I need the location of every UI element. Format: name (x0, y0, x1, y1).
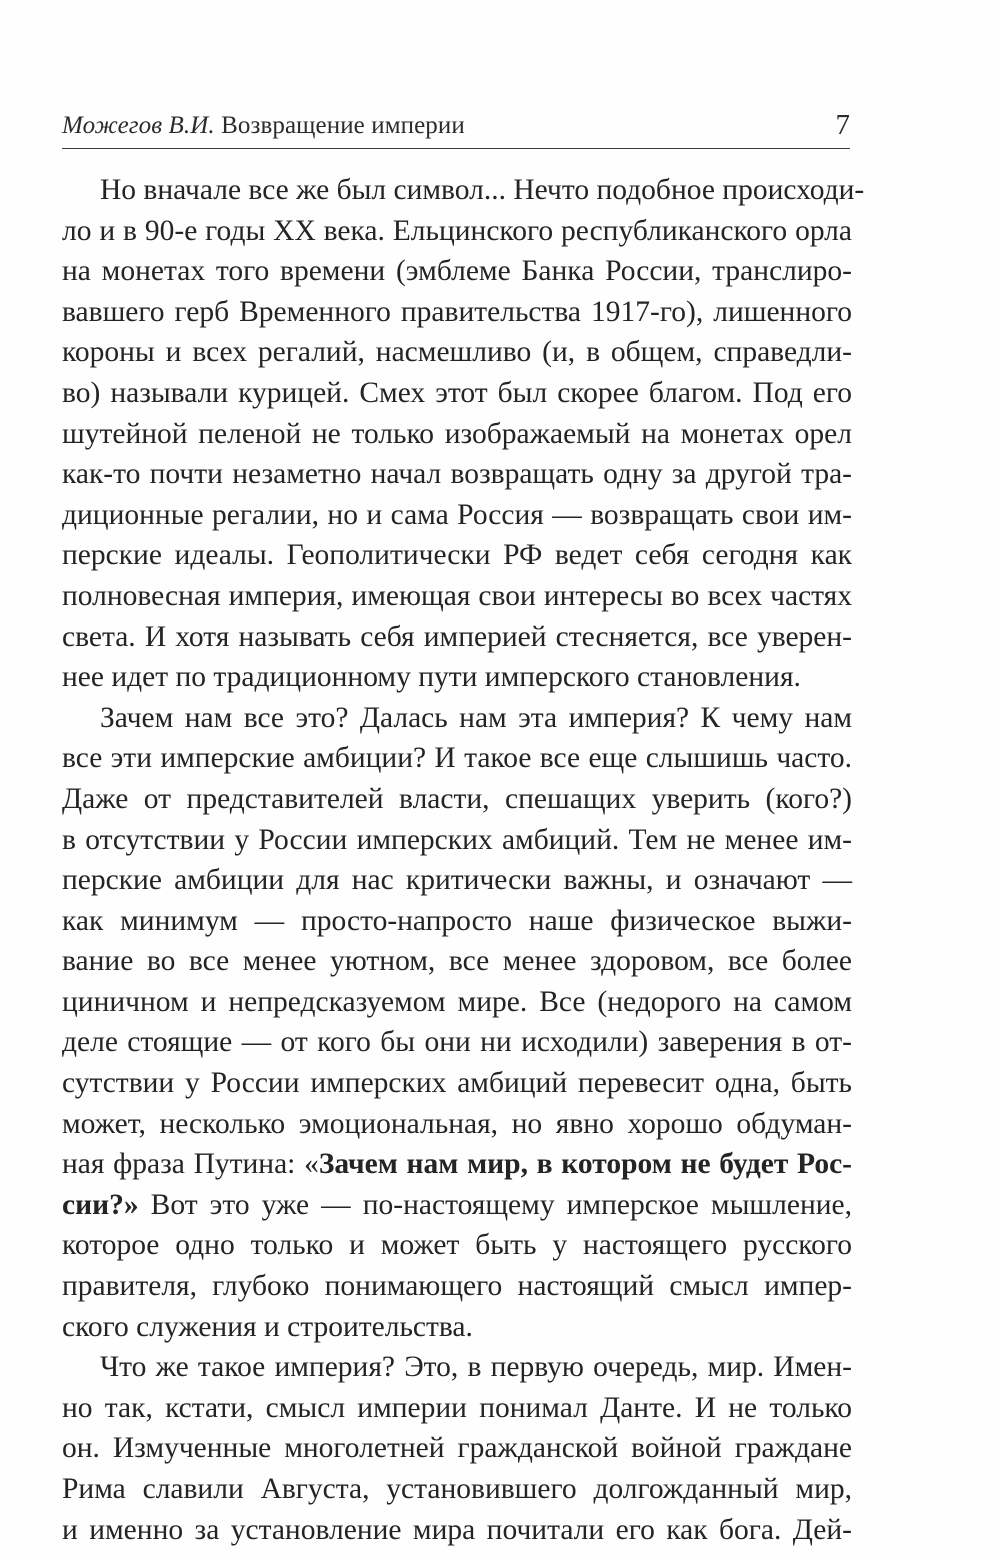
putin-quote-part-2: сии?» (62, 1188, 139, 1221)
text-line: шутейной пеленой не только изображаемый на монетах орел (62, 417, 852, 450)
quote-follow-up: Вот это уже — по-настоящему имперское мышление, (138, 1188, 852, 1221)
header-book-title: Возвращение империи (221, 112, 465, 139)
header-author: Можегов В.И. (62, 112, 215, 139)
text-line: как минимум — просто-напросто наше физическое выжи- (62, 904, 852, 937)
text-line: диционные регалии, но и сама Россия — возвращать свои им- (62, 498, 852, 531)
text-line: в отсутствии у России имперских амбиций. Тем не менее им- (62, 823, 852, 856)
quote-line (62, 1185, 852, 1226)
body-text (62, 170, 865, 1550)
page-number: 7 (835, 109, 850, 141)
text-line: деле стоящие — от кого бы они ни исходили) заверения в от- (62, 1026, 852, 1059)
text-line: и именно за установление мира почитали его как бога. Дей- (62, 1513, 852, 1546)
text-line: все эти имперские амбиции? И такое все еще слышишь часто. (62, 742, 852, 775)
text-line: полновесная империя, имеющая свои интересы во всех частях (62, 579, 852, 612)
text-line: перские идеалы. Геополитически РФ ведет себя сегодня как (62, 539, 852, 572)
paragraph-3 (62, 1347, 852, 1550)
text-line: нее идет по традиционному пути имперского становления. (62, 661, 801, 694)
text-line: ского служения и строительства. (62, 1310, 473, 1343)
text-line: вавшего герб Временного правительства 1917-го), лишенного (62, 295, 852, 328)
text-line: Зачем нам все это? Далась нам эта империя? К чему нам (100, 701, 852, 734)
text-line: на монетах того времени (эмблеме Банка России, транслиро- (62, 255, 852, 288)
text-line: Но вначале все же был символ... Нечто подобное происходи- (100, 174, 865, 206)
text-line: Даже от представителей власти, спешащих уверить (кого?) (62, 782, 852, 815)
putin-quote-part-1: Зачем нам мир, в котором не будет Рос- (318, 1148, 852, 1181)
text-line: вание во все менее уютном, все менее здоровом, все более (62, 945, 852, 978)
running-header (62, 108, 850, 149)
text-line: как-то почти незаметно начал возвращать одну за другой тра- (62, 458, 852, 491)
paragraph-2 (62, 698, 852, 1348)
text-line: перские амбиции для нас критически важны, и означают — (62, 864, 852, 897)
text-line: циничном и непредсказуемом мире. Все (недорого на самом (62, 985, 852, 1018)
quote-lead-in: ная фраза Путина: « (62, 1148, 319, 1181)
text-line: Что же такое империя? Это, в первую очередь, мир. Имен- (100, 1351, 852, 1384)
text-line: ло и в 90-е годы XX века. Ельцинского республиканского орла (62, 214, 852, 247)
text-line: Рима славили Августа, установившего долгожданный мир, (62, 1473, 852, 1505)
text-line: но так, кстати, смысл империи понимал Данте. И не только (62, 1391, 852, 1424)
running-header-left (62, 112, 465, 140)
text-line: света. И хотя называть себя империей стесняется, все уверен- (62, 620, 852, 653)
text-line: сутствии у России имперских амбиций перевесит одна, быть (62, 1067, 852, 1100)
text-line: которое одно только и может быть у настоящего русского (62, 1229, 852, 1262)
text-line: он. Измученные многолетней гражданской войной граждане (62, 1432, 852, 1465)
quote-line (62, 1144, 852, 1185)
text-line: правителя, глубоко понимающего настоящий смысл импер- (62, 1270, 852, 1303)
text-line: короны и всех регалий, насмешливо (и, в общем, справедли- (62, 336, 852, 369)
text-line: может, несколько эмоциональная, но явно хорошо обдуман- (62, 1107, 852, 1140)
text-line: во) называли курицей. Смех этот был скорее благом. Под его (62, 376, 852, 409)
paragraph-1 (62, 170, 865, 698)
